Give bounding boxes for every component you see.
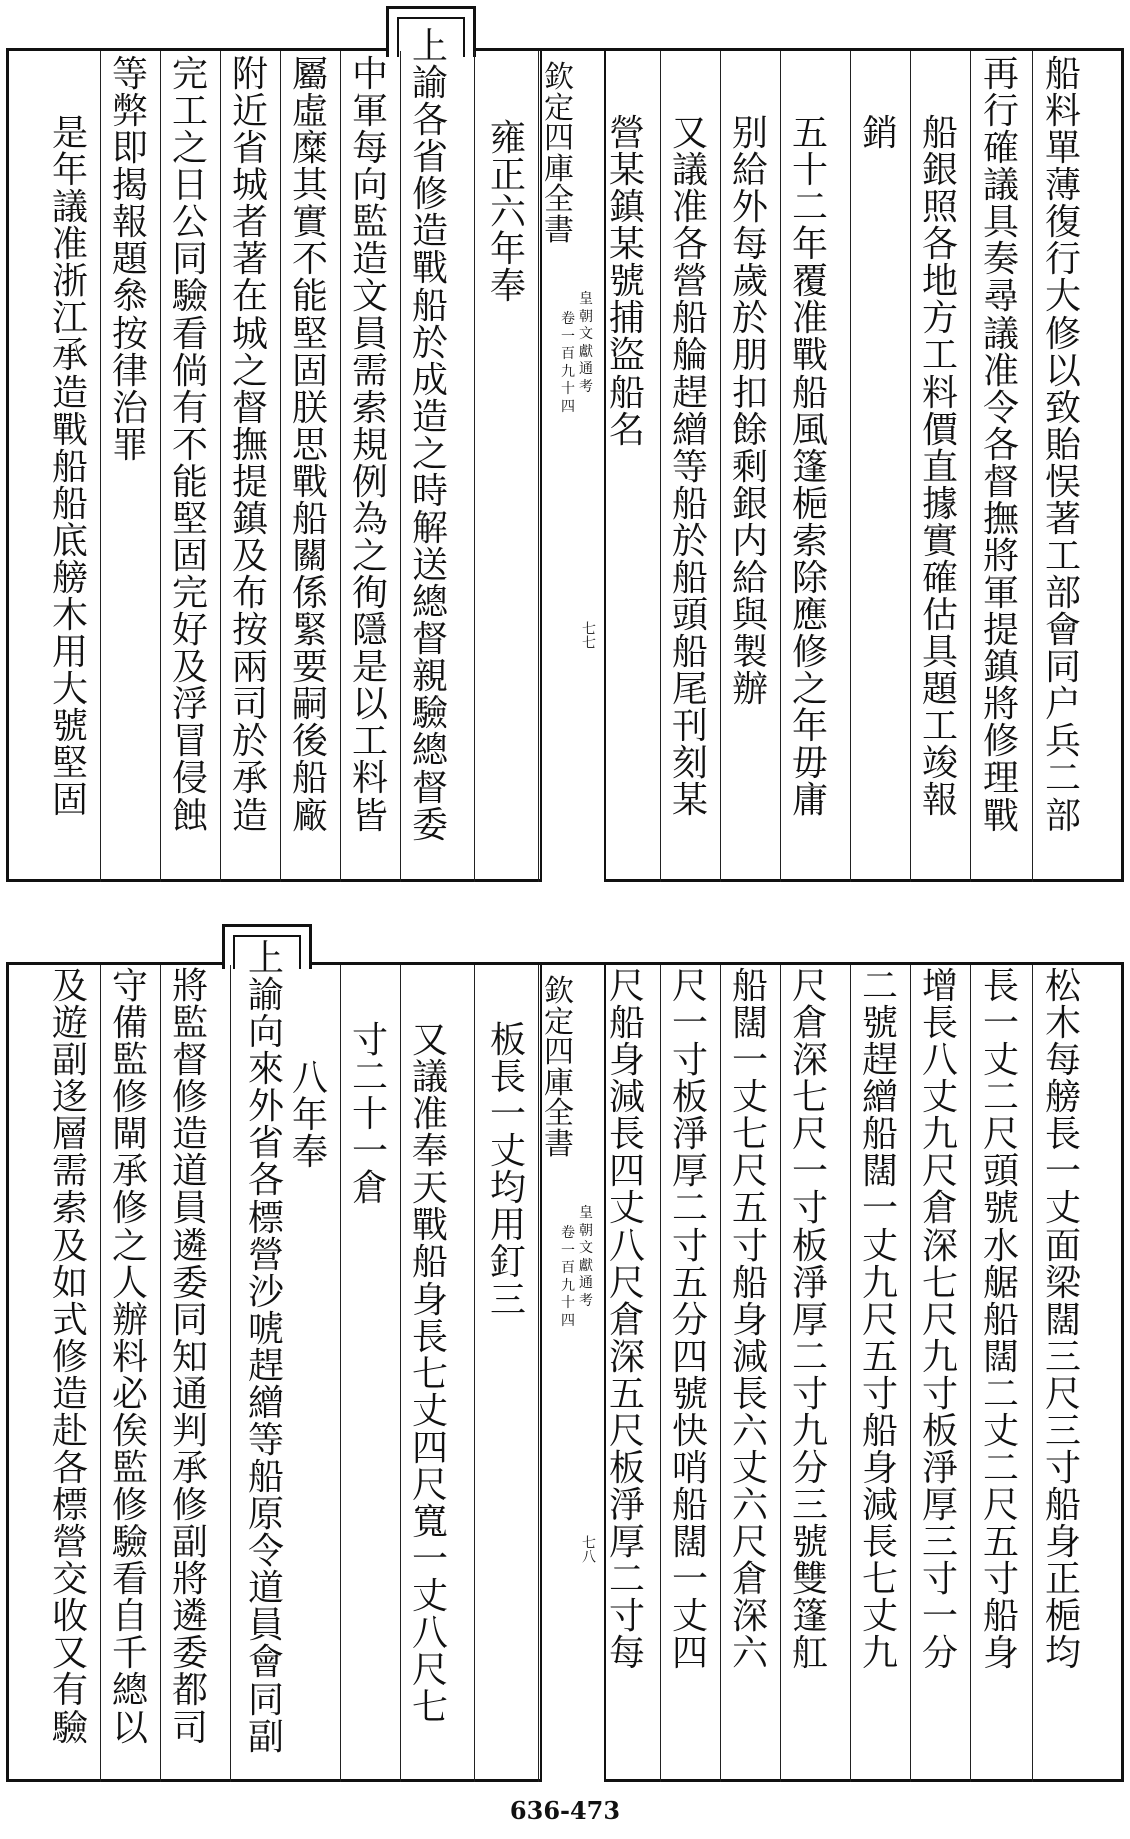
text-column: 又 議 准 各 營 船 䑳 趕 繒 等 船 於 船 頭 船 尾 刊 刻 某 <box>672 113 709 822</box>
column-rule <box>100 51 101 882</box>
column-rule <box>340 965 341 1782</box>
column-rule <box>340 51 341 882</box>
text-column: 完 工 之 日 公 同 驗 看 倘 有 不 能 堅 固 完 好 及 浮 冒 侵 蝕 <box>172 54 209 837</box>
text-column: 又 議 准 奉 天 戰 船 身 長 七 丈 四 尺 寬 一 丈 八 尺 七 <box>412 1020 449 1729</box>
text-column: 别 給 外 每 歲 於 朋 扣 餘 剩 銀 内 給 與 製 辦 <box>732 113 769 711</box>
text-column: 將 監 督 修 造 道 員 遴 委 同 知 通 判 承 修 副 將 遴 委 都 司 <box>172 966 209 1749</box>
column-rule <box>160 965 161 1782</box>
column-rule <box>100 965 101 1782</box>
column-rule <box>160 51 161 882</box>
column-rule <box>970 965 971 1782</box>
text-column: 營 某 鎮 某 號 捕 盜 船 名 <box>609 113 646 451</box>
page-number-footer: 636-473 <box>509 1796 621 1825</box>
column-rule <box>400 51 401 882</box>
volume-label: 卷 一 百 九 十 四 <box>561 1225 575 1329</box>
text-column: 增 長 八 丈 九 尺 倉 深 七 尺 九 寸 板 淨 厚 三 寸 一 分 <box>922 966 959 1675</box>
column-rule <box>474 51 475 882</box>
text-column: 是 年 議 准 浙 江 承 造 戰 船 船 底 艕 木 用 大 號 堅 固 <box>52 113 89 822</box>
text-column: 八 年 奉 <box>292 1058 329 1174</box>
column-rule <box>1032 965 1033 1782</box>
text-column: 屬 虛 糜 其 實 不 能 堅 固 朕 思 戰 船 關 係 緊 要 嗣 後 船 廠 <box>292 54 329 837</box>
folio-number: 七七 <box>580 621 596 649</box>
text-column: 雍 正 六 年 奉 <box>490 118 527 308</box>
column-rule <box>720 965 721 1782</box>
page-top <box>0 0 1130 890</box>
text-column: 松 木 每 艕 長 一 丈 面 梁 闊 三 尺 三 寸 船 身 正 梔 均 <box>1045 966 1082 1675</box>
column-rule <box>780 965 781 1782</box>
text-column: 寸 二 十 一 倉 <box>352 1020 389 1210</box>
column-rule <box>970 51 971 882</box>
column-rule <box>1032 51 1033 882</box>
book-title: 欽 定 四 庫 全 書 <box>544 60 574 248</box>
volume-label: 卷 一 百 九 十 四 <box>561 311 575 415</box>
source-title: 皇 朝 文 獻 通 考 <box>579 291 593 395</box>
column-rule <box>850 965 851 1782</box>
column-rule <box>780 51 781 882</box>
column-rule <box>474 965 475 1782</box>
text-column: 長 一 丈 二 尺 頭 號 水 艍 船 闊 二 丈 二 尺 五 寸 船 身 <box>983 966 1020 1675</box>
column-rule <box>720 51 721 882</box>
column-rule <box>660 51 661 882</box>
text-column: 船 銀 照 各 地 方 工 料 價 直 據 實 確 估 具 題 工 竣 報 <box>922 113 959 822</box>
book-title: 欽 定 四 庫 全 書 <box>544 974 574 1162</box>
column-rule <box>230 965 231 1782</box>
text-column: 船 闊 一 丈 七 尺 五 寸 船 身 減 長 六 丈 六 尺 倉 深 六 <box>732 966 769 1675</box>
text-column: 守 備 監 修 閘 承 修 之 人 辦 料 必 俟 監 修 驗 看 自 千 總 以 <box>112 966 149 1749</box>
column-rule <box>538 965 539 1782</box>
column-rule <box>850 51 851 882</box>
column-rule <box>910 51 911 882</box>
text-column: 五 十 二 年 覆 准 戰 船 風 篷 梔 索 除 應 修 之 年 毋 庸 <box>792 113 829 822</box>
column-rule <box>400 965 401 1782</box>
text-column: 尺 船 身 減 長 四 丈 八 尺 倉 深 五 尺 板 淨 厚 二 寸 每 <box>609 966 646 1675</box>
folio-number: 七八 <box>580 1535 596 1563</box>
text-column: 及 遊 副 迻 層 需 索 及 如 式 修 造 赴 各 標 營 交 收 又 有 驗 <box>52 966 89 1749</box>
column-rule <box>538 51 539 882</box>
source-title: 皇 朝 文 獻 通 考 <box>579 1205 593 1309</box>
text-column: 上 諭 各 省 修 造 戰 船 於 成 造 之 時 解 送 總 督 親 驗 總 督 委 <box>412 26 449 846</box>
column-rule <box>660 965 661 1782</box>
column-rule <box>220 51 221 882</box>
text-column: 二 號 趕 繒 船 闊 一 丈 九 尺 五 寸 船 身 減 長 七 丈 九 <box>862 966 899 1675</box>
text-column: 上 諭 向 來 外 省 各 標 營 沙 唬 趕 繒 等 船 原 令 道 員 會 同 副 <box>248 938 285 1758</box>
text-column: 尺 一 寸 板 淨 厚 二 寸 五 分 四 號 快 哨 船 闊 一 丈 四 <box>672 966 709 1675</box>
text-column: 尺 倉 深 七 尺 一 寸 板 淨 厚 二 寸 九 分 三 號 雙 篷 舡 <box>792 966 829 1675</box>
text-column: 等 弊 即 揭 報 題 叅 按 律 治 罪 <box>112 54 149 466</box>
page-bottom <box>0 920 1130 1790</box>
column-rule <box>280 51 281 882</box>
text-column: 船 料 單 薄 復 行 大 修 以 致 貽 悮 著 工 部 會 同 户 兵 二 部 <box>1045 54 1082 837</box>
text-column: 板 長 一 丈 均 用 釘 三 <box>490 1020 527 1321</box>
text-column: 銷 <box>862 113 899 154</box>
text-column: 再 行 確 議 具 奏 尋 議 准 令 各 督 撫 將 軍 提 鎮 將 修 理 戰 <box>983 54 1020 837</box>
text-column: 附 近 省 城 者 著 在 城 之 督 撫 提 鎮 及 布 按 兩 司 於 承 造 <box>232 54 269 837</box>
column-rule <box>910 965 911 1782</box>
text-column: 中 軍 每 向 監 造 文 員 需 索 規 例 為 之 徇 隱 是 以 工 料 皆 <box>352 54 389 837</box>
